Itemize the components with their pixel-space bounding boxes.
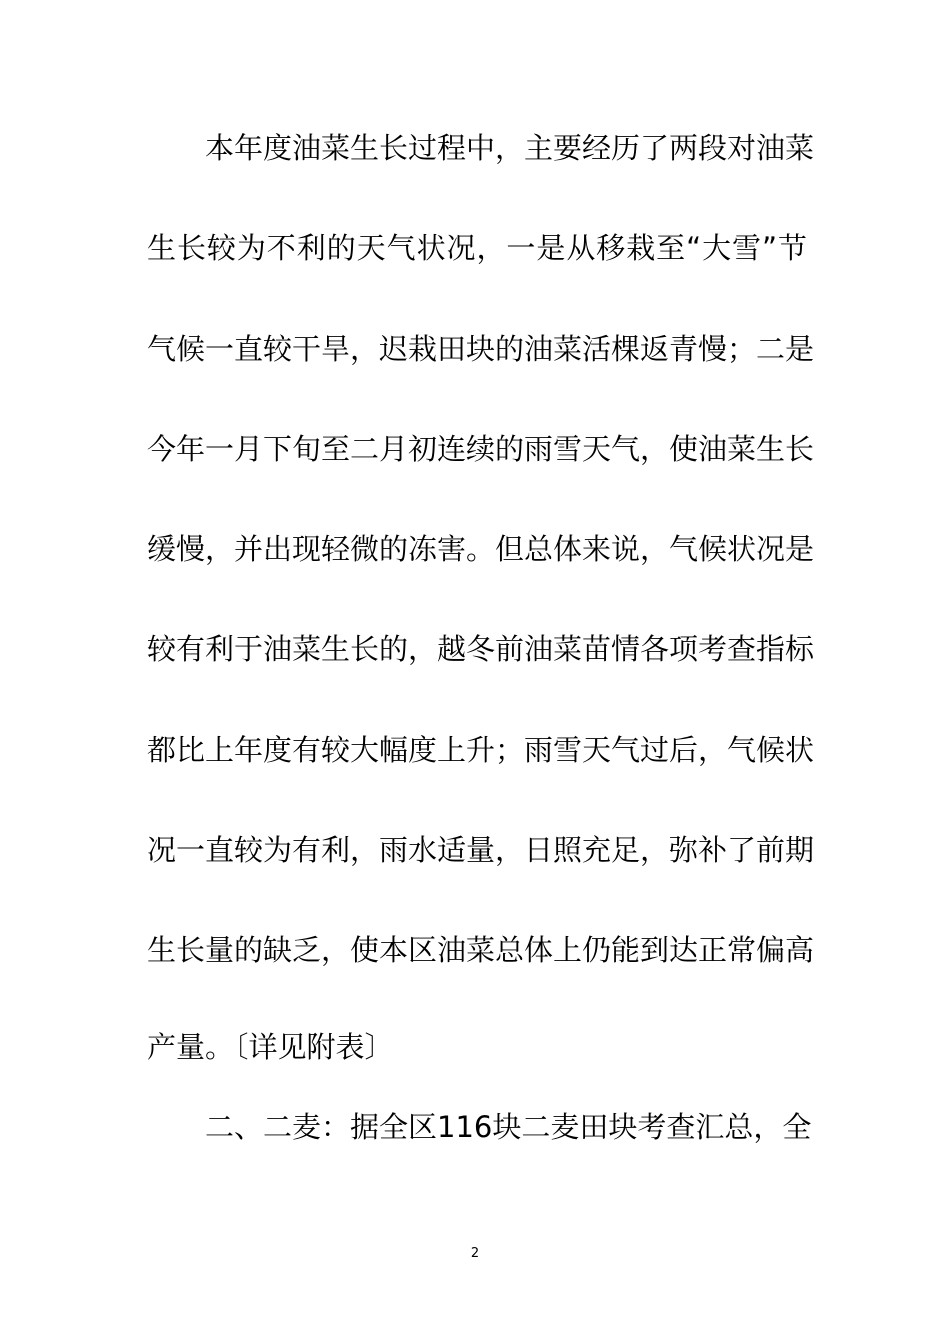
page-number: 2 — [470, 1246, 480, 1261]
paragraph-1-line-9: 生长量的缺乏，使本区油菜总体上仍能到达正常偏高 — [147, 933, 815, 967]
paragraph-1-line-4: 今年一月下旬至二月初连续的雨雪天气，使油菜生长 — [147, 432, 815, 466]
paragraph-1-line-10: 产量。〔详见附表〕 — [147, 1030, 394, 1064]
paragraph-1-line-7: 都比上年度有较大幅度上升；雨雪天气过后，气候状 — [147, 733, 815, 767]
paragraph-1-line-1: 本年度油菜生长过程中，主要经历了两段对油菜 — [205, 131, 815, 165]
paragraph-1-line-8: 况一直较为有利，雨水适量，日照充足，弥补了前期 — [147, 833, 815, 867]
paragraph-1-line-2: 生长较为不利的天气状况，一是从移栽至“大雪”节 — [147, 231, 807, 265]
paragraph-2-line-1: 二、二麦：据全区116块二麦田块考查汇总，全 — [205, 1110, 812, 1144]
paragraph-1-line-6: 较有利于油菜生长的，越冬前油菜苗情各项考查指标 — [147, 632, 815, 666]
paragraph-1-line-5: 缓慢，并出现轻微的冻害。但总体来说，气候状况是 — [147, 532, 815, 566]
paragraph-1-line-3: 气候一直较干旱，迟栽田块的油菜活棵返青慢；二是 — [147, 332, 815, 366]
